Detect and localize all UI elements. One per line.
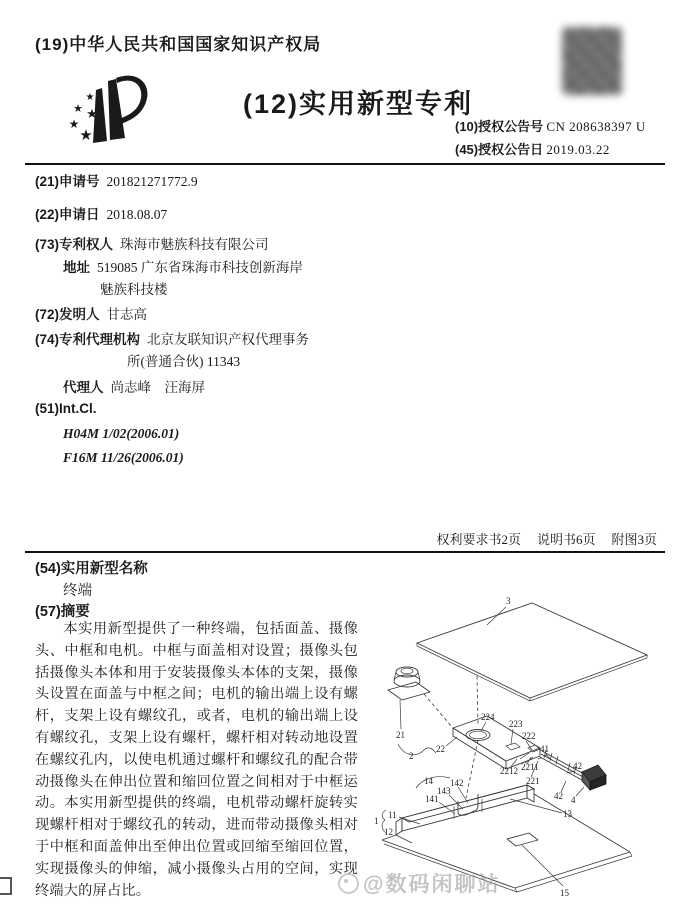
figure-label-12: 12 xyxy=(384,827,393,837)
svg-text:★: ★ xyxy=(68,117,80,131)
figure-label-13: 13 xyxy=(563,809,572,819)
field-num: (72) xyxy=(35,307,60,322)
class-value: H04M 1/02(2006.01) xyxy=(63,426,180,441)
claims-pages: 权利要求书2页 xyxy=(436,532,521,547)
publication-date-value: 2019.03.22 xyxy=(546,142,610,157)
patentee-field xyxy=(35,233,365,253)
section-label: 摘要 xyxy=(60,604,90,620)
svg-text:★: ★ xyxy=(79,128,93,144)
application-number-field xyxy=(35,170,365,190)
figure-label-21: 21 xyxy=(396,730,405,740)
agent-field xyxy=(63,376,393,396)
section-num: (54) xyxy=(35,561,61,577)
figure-label-14: 14 xyxy=(424,776,433,786)
patentee-address-line2 xyxy=(100,278,430,298)
description-pages: 说明书6页 xyxy=(536,532,596,547)
camera-module xyxy=(388,667,430,700)
field-num: (22) xyxy=(35,207,60,222)
inventor-field xyxy=(35,303,365,323)
header-rule xyxy=(25,163,665,165)
field-label: 专利代理机构 xyxy=(59,332,141,347)
figure-label-3: 3 xyxy=(506,596,511,606)
field-label: 申请号 xyxy=(59,174,100,189)
figure-label-221: 221 xyxy=(526,776,540,786)
figure-label-42a: 42 xyxy=(573,761,582,771)
publication-number-value: CN 208638397 U xyxy=(546,119,646,134)
figure-pages: 附图3页 xyxy=(611,532,657,547)
blurred-stamp xyxy=(562,27,622,95)
field-num: (73) xyxy=(35,237,60,252)
field-num: (51) xyxy=(35,401,60,416)
patent-office-name: (19)中华人民共和国国家知识产权局 xyxy=(35,35,322,54)
publication-info xyxy=(455,115,646,161)
field-num: (21) xyxy=(35,174,60,189)
pages-info xyxy=(420,529,657,548)
publication-number-label: (10)授权公告号 xyxy=(455,119,544,134)
field-value: 2018.08.07 xyxy=(106,207,168,222)
figure-label-41: 41 xyxy=(540,744,549,754)
application-date-field xyxy=(35,203,365,223)
figure-label-2211: 2211 xyxy=(521,762,539,772)
field-value: 北京友联知识产权代理事务 xyxy=(147,332,310,347)
figure-label-142: 142 xyxy=(450,778,464,788)
svg-text:★: ★ xyxy=(85,92,95,103)
watermark-handle: @数码闲聊站 xyxy=(363,873,501,896)
agent-label: 代理人 xyxy=(63,380,104,395)
patent-figure xyxy=(360,588,690,906)
section-label: 实用新型名称 xyxy=(60,561,148,577)
group-brace-2 xyxy=(398,744,436,755)
scan-artifact-mark xyxy=(0,877,12,895)
cnipa-logo-icon xyxy=(50,66,152,156)
figure-label-222: 222 xyxy=(522,731,536,741)
intcl-class-1 xyxy=(63,426,393,442)
publication-date-line xyxy=(455,138,646,161)
agency-field xyxy=(35,328,365,348)
publication-date-label: (45)授权公告日 xyxy=(455,142,544,157)
figure-label-224: 224 xyxy=(481,712,495,722)
address-value: 519085 广东省珠海市科技创新海岸 xyxy=(97,260,303,275)
field-label: 发明人 xyxy=(59,307,100,322)
document-type-title: (12)实用新型专利 xyxy=(243,89,474,119)
face-cover-panel xyxy=(417,603,647,701)
field-value: 201821271772.9 xyxy=(106,174,198,189)
field-label: Int.Cl. xyxy=(59,401,97,416)
svg-text:★: ★ xyxy=(86,106,98,121)
intcl-field xyxy=(35,401,365,417)
class-value: F16M 11/26(2006.01) xyxy=(63,450,184,465)
field-value: 珠海市魅族科技有限公司 xyxy=(120,237,269,252)
address-value-2: 魅族科技楼 xyxy=(100,282,168,297)
title-section-heading xyxy=(35,557,148,578)
field-label: 申请日 xyxy=(59,207,100,222)
figure-label-141: 141 xyxy=(425,794,439,804)
section-num: (57) xyxy=(35,604,61,620)
figure-label-4: 4 xyxy=(571,795,576,805)
patentee-address-line1 xyxy=(63,256,393,276)
field-num: (74) xyxy=(35,332,60,347)
section-rule xyxy=(25,551,665,553)
field-value: 甘志高 xyxy=(106,307,148,322)
svg-text:★: ★ xyxy=(73,103,83,115)
figure-label-11: 11 xyxy=(388,810,397,820)
agent-value: 尚志峰 汪海屏 xyxy=(110,380,205,395)
address-label: 地址 xyxy=(63,260,90,275)
agency-value-2: 所(普通合伙) 11343 xyxy=(127,354,241,369)
motor xyxy=(582,765,606,790)
invention-title: 终端 xyxy=(63,583,92,599)
abstract-section-heading xyxy=(35,600,90,621)
field-label: 专利权人 xyxy=(59,237,114,252)
figure-label-2: 2 xyxy=(409,751,414,761)
figure-label-143: 143 xyxy=(437,786,451,796)
figure-label-2212: 2212 xyxy=(500,766,518,776)
publication-number-line xyxy=(455,115,646,138)
agency-line2 xyxy=(127,350,457,370)
figure-label-42b: 42 xyxy=(554,791,563,801)
figure-label-223: 223 xyxy=(509,719,523,729)
figure-label-1: 1 xyxy=(374,816,379,826)
figure-label-15: 15 xyxy=(560,888,569,898)
abstract-text: 本实用新型提供了一种终端，包括面盖、摄像头、中框和电机。中框与面盖相对设置；摄像头包括摄像头本体和用于安装摄像头本体的支架，摄像头设置在面盖与中框之间；电机的输出端上设有螺杆，支架上设有螺纹孔，或者，电机的输出端上设有螺纹孔，支架上设有螺杆，螺杆相对转动地设置在螺纹孔内，以使电机通过螺杆和螺纹孔的配合带动摄像头在伸出位置和缩回位置之间相对于中框运动。本实用新型提供的终端，电机带动螺杆旋转实现螺杆相对于螺纹孔的转动，进而带动摄像头相对于中框和面盖伸出至伸出位置或回缩至缩回位置，实现摄像头的伸缩，减小摄像头占用的空间，实现终端大的屏占比。 xyxy=(35,621,358,899)
intcl-class-2 xyxy=(63,450,393,466)
watermark xyxy=(338,868,500,898)
blurred-stamp-content xyxy=(562,27,622,95)
figure-label-22: 22 xyxy=(436,744,445,754)
watermark-logo-icon xyxy=(338,873,359,894)
